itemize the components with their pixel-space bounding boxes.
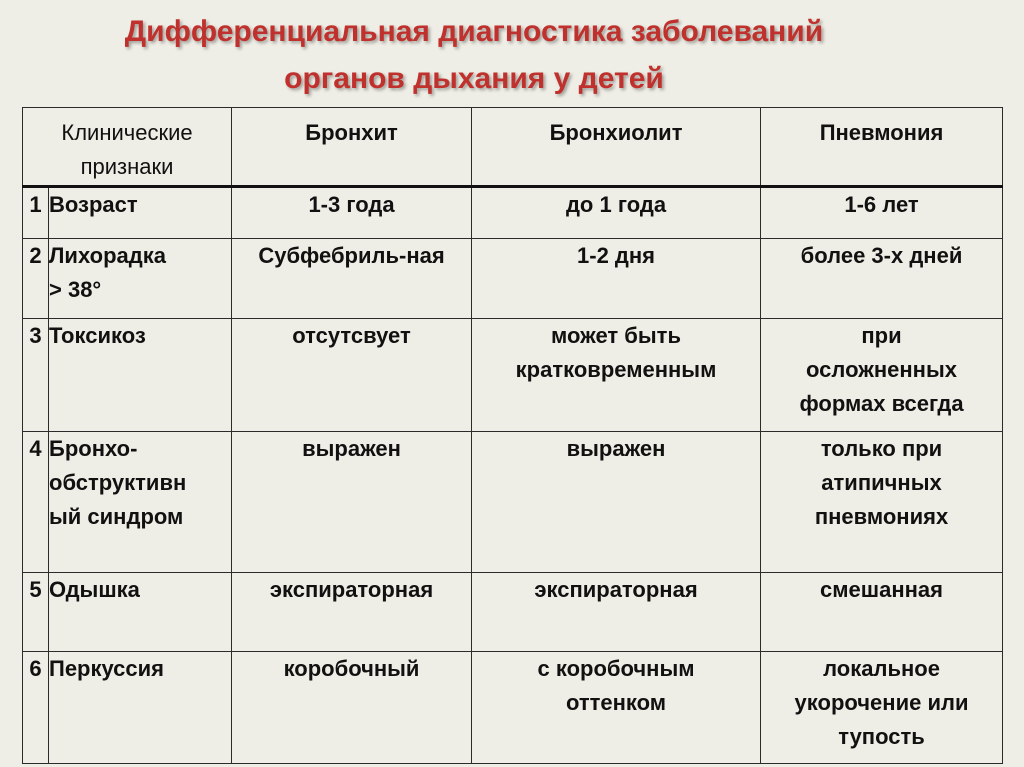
diagnosis-table: [22, 107, 1003, 764]
cell-bronchiolitis: экспираторная: [472, 573, 761, 652]
header-pneumonia: Пневмония: [761, 108, 1003, 187]
cell-bronchiolitis: 1-2 дня: [472, 239, 761, 319]
cell-bronchitis: экспираторная: [232, 573, 472, 652]
header-bronchiolitis: Бронхиолит: [472, 108, 761, 187]
cell-bronchiolitis: может быть кратковременным: [472, 319, 761, 432]
cell-pneumonia: 1-6 лет: [761, 187, 1003, 239]
cell-bronchitis: коробочный: [232, 652, 472, 764]
table-header-row: [23, 108, 1003, 187]
cell-bronchitis: отсутсвует: [232, 319, 472, 432]
table-row: [23, 573, 1003, 652]
row-number: 3: [23, 319, 49, 432]
cell-pneumonia: только при атипичных пневмониях: [761, 432, 1003, 573]
slide-title: [0, 8, 948, 102]
cell-bronchiolitis: с коробочным оттенком: [472, 652, 761, 764]
row-number: 1: [23, 187, 49, 239]
title-line-1: Дифференциальная диагностика заболеваний: [124, 15, 824, 48]
row-number: 2: [23, 239, 49, 319]
row-sign: Одышка: [49, 573, 232, 652]
row-sign: Токсикоз: [49, 319, 232, 432]
row-sign: Возраст: [49, 187, 232, 239]
row-number: 5: [23, 573, 49, 652]
header-bronchitis: Бронхит: [232, 108, 472, 187]
cell-pneumonia: смешанная: [761, 573, 1003, 652]
header-clinical-signs: Клинические признаки: [23, 108, 232, 187]
table-row: [23, 239, 1003, 319]
table-row: [23, 652, 1003, 764]
cell-pneumonia: локальное укорочение или тупость: [761, 652, 1003, 764]
row-sign: Лихорадка > 38°: [49, 239, 232, 319]
cell-bronchitis: 1-3 года: [232, 187, 472, 239]
row-number: 4: [23, 432, 49, 573]
cell-bronchiolitis: до 1 года: [472, 187, 761, 239]
table-row: [23, 187, 1003, 239]
cell-bronchitis: выражен: [232, 432, 472, 573]
row-sign: Бронхо- обструктивн ый синдром: [49, 432, 232, 573]
cell-bronchiolitis: выражен: [472, 432, 761, 573]
table-row: [23, 319, 1003, 432]
row-sign: Перкуссия: [49, 652, 232, 764]
row-number: 6: [23, 652, 49, 764]
cell-pneumonia: при осложненных формах всегда: [761, 319, 1003, 432]
table-row: [23, 432, 1003, 573]
cell-pneumonia: более 3-х дней: [761, 239, 1003, 319]
cell-bronchitis: Субфебриль-ная: [232, 239, 472, 319]
title-line-2: органов дыхания у детей: [284, 62, 664, 95]
